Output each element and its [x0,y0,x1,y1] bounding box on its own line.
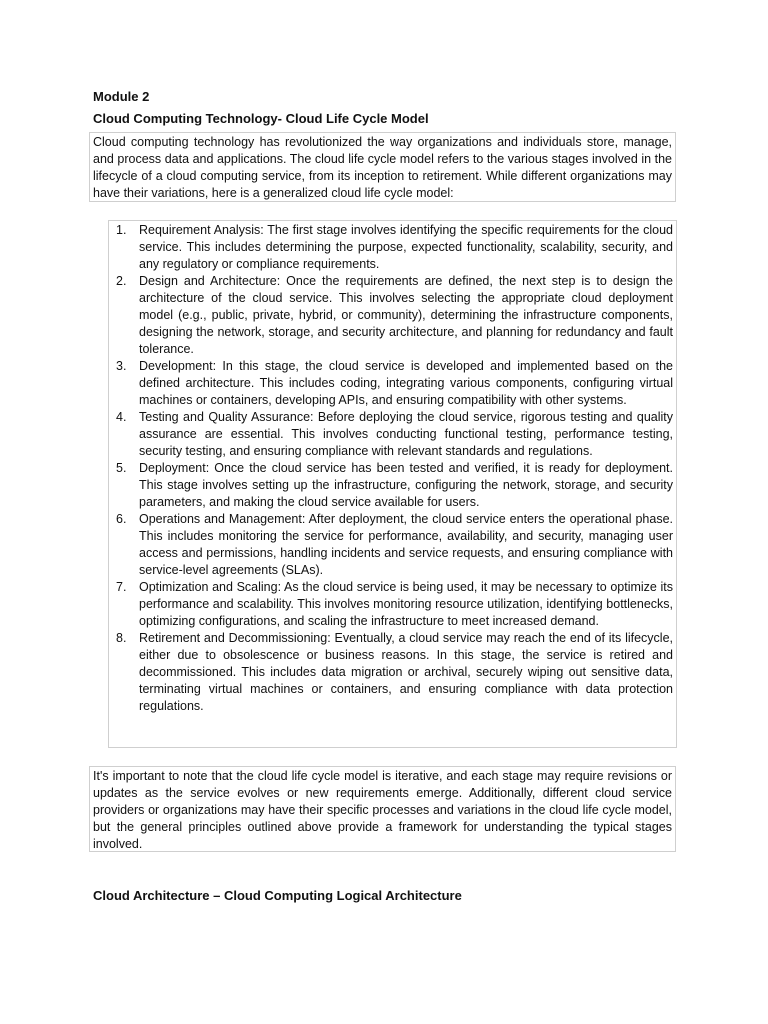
life-cycle-stages-list [109,222,673,715]
stage-text: Optimization and Scaling: As the cloud service is being used, it may be necessary to optimize its performance and scalability. This involves monitoring resource utilization, identifying bottlenecks, optimizing configurations, and scaling the infrastructure to meet increased demand. [139,580,673,628]
stage-text: Deployment: Once the cloud service has been tested and verified, it is ready for deployment. This stage involves setting up the infrastructure, configuring the network, storage, and security parameters, and making the cloud service available for users. [139,461,673,509]
stage-item [109,273,673,358]
stage-text: Requirement Analysis: The first stage involves identifying the specific requirements for the cloud service. This includes determining the purpose, expected functionality, scalability, security, and any regulatory or compliance requirements. [139,223,673,271]
intro-paragraph: Cloud computing technology has revolutionized the way organizations and individuals store, manage, and process data and applications. The cloud life cycle model refers to the various stages involved in the lifecycle of a cloud computing service, from its inception to retirement. While different organizations may have their variations, here is a generalized cloud life cycle model: [89,132,676,202]
stage-item [109,511,673,579]
stage-number: 2. [116,274,127,288]
stage-number: 4. [116,410,127,424]
stage-text: Development: In this stage, the cloud service is developed and implemented based on the defined architecture. This includes coding, integrating various components, configuring virtual machines or containers, developing APIs, and ensuring compatibility with other systems. [139,359,673,407]
stage-number: 5. [116,461,127,475]
stage-text: Design and Architecture: Once the requirements are defined, the next step is to design the architecture of the cloud service. This involves selecting the appropriate cloud deployment model (e.g., public, private, hybrid, or community), determining the infrastructure components, designing the network, storage, and security architecture, and planning for redundancy and fault tolerance. [139,274,673,356]
next-section-title: Cloud Architecture – Cloud Computing Logical Architecture [93,888,462,903]
stage-item [109,460,673,511]
stage-number: 1. [116,223,127,237]
stage-text: Testing and Quality Assurance: Before deploying the cloud service, rigorous testing and quality assurance are essential. This involves conducting functional testing, performance testing, security testing, and ensuring compliance with relevant standards and regulations. [139,410,673,458]
stage-number: 8. [116,631,127,645]
stage-item [109,222,673,273]
stage-number: 7. [116,580,127,594]
stage-text: Retirement and Decommissioning: Eventually, a cloud service may reach the end of its lifecycle, either due to obsolescence or business reasons. In this stage, the service is retired and decommissioned. This includes data migration or archival, securely wiping out sensitive data, terminating virtual machines or containers, and ensuring compliance with data protection regulations. [139,631,673,713]
section-title: Cloud Computing Technology- Cloud Life Cycle Model [93,111,429,126]
stage-number: 6. [116,512,127,526]
note-paragraph: It's important to note that the cloud life cycle model is iterative, and each stage may require revisions or updates as the service evolves or new requirements emerge. Additionally, different cloud service providers or organizations may have their specific processes and variations in the cloud life cycle model, but the general principles outlined above provide a framework for understanding the typical stages involved. [89,766,676,852]
stage-item [109,579,673,630]
stage-item [109,358,673,409]
stage-text: Operations and Management: After deployment, the cloud service enters the operational phase. This includes monitoring the service for performance, availability, and security, managing user access and permissions, handling incidents and service requests, and ensuring compliance with service-level agreements (SLAs). [139,512,673,577]
stage-item [109,409,673,460]
stage-number: 3. [116,359,127,373]
life-cycle-stages-box [108,220,677,748]
stage-item [109,630,673,715]
module-title: Module 2 [93,89,150,104]
